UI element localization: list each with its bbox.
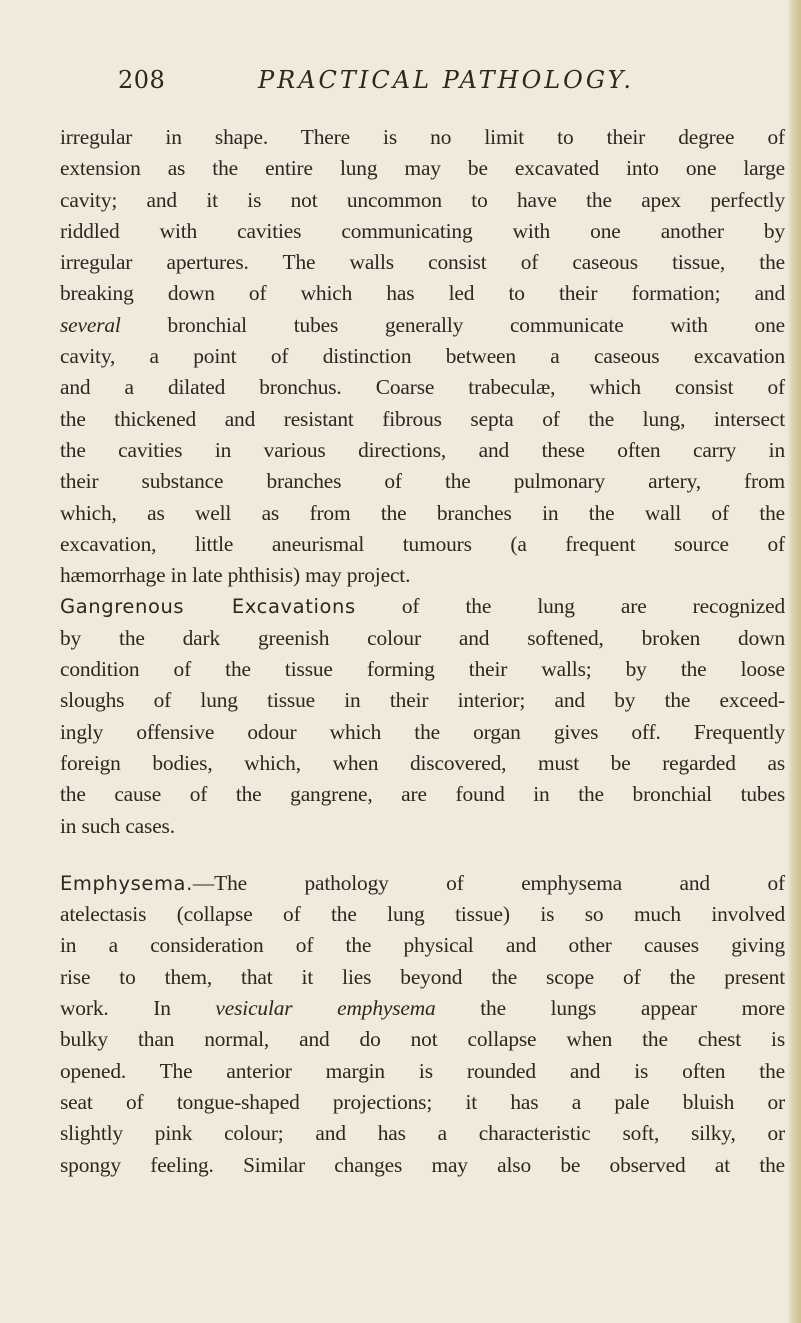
section-heading-gangrenous-excavations: Gangrenous Excavations [60, 595, 356, 619]
text-line: the cause of the gangrene, are found in the bronchial tubes [60, 782, 785, 807]
text-line: in such cases. [60, 813, 175, 838]
text-line: which, as well as from the branches in the wall of the [60, 500, 785, 525]
text-line-rest: —The pathology of emphysema and of [192, 870, 785, 895]
italic-word: several [60, 312, 121, 337]
text-line [60, 993, 785, 1024]
text-line: their substance branches of the pulmonary artery, from [60, 469, 785, 494]
text-line: ingly offensive odour which the organ gives off. Frequently [60, 719, 785, 744]
text-line: irregular in shape. There is no limit to their degree of [60, 125, 785, 149]
page-header [118, 66, 778, 106]
text-line: the thickened and resistant fibrous septa of the lung, intersect [60, 406, 785, 431]
text-line: by the dark greenish colour and softened, broken down [60, 625, 785, 650]
page-edge-shadow [787, 0, 801, 1323]
running-head: PRACTICAL PATHOLOGY. [258, 66, 634, 94]
text-line: atelectasis (collapse of the lung tissue) is so much involved [60, 902, 785, 927]
page-number: 208 [118, 66, 166, 94]
text-line: excavation, little aneurismal tumours (a frequent source of [60, 531, 785, 556]
text-line [60, 591, 785, 622]
paragraph-gap [60, 842, 785, 868]
text-line: hæmorrhage in late phthisis) may project. [60, 563, 411, 588]
section-heading-emphysema: Emphysema. [60, 871, 193, 895]
text-line: foreign bodies, which, when discovered, must be regarded as [60, 750, 785, 775]
text-line-rest: the lungs appear more [480, 996, 785, 1021]
text-line: opened. The anterior margin is rounded and is often the [60, 1058, 785, 1083]
text-line: breaking down of which has led to their formation; and [60, 281, 785, 306]
text-line: extension as the entire lung may be excavated into one large [60, 156, 785, 181]
text-line: seat of tongue-shaped projections; it has a pale bluish or [60, 1089, 785, 1114]
italic-phrase: vesicular emphysema [215, 996, 436, 1021]
text-line: condition of the tissue forming their walls; by the loose [60, 657, 785, 682]
text-line: riddled with cavities communicating with one another by [60, 218, 785, 243]
text-line-start: work. In [60, 996, 171, 1021]
text-line: bulky than normal, and do not collapse when the chest is [60, 1027, 785, 1052]
text-line: sloughs of lung tissue in their interior; and by the exceed- [60, 688, 785, 713]
text-line: in a consideration of the physical and other causes giving [60, 933, 785, 958]
text-line-rest: bronchial tubes generally communicate with one [167, 312, 785, 337]
text-line: cavity; and it is not uncommon to have the apex perfectly [60, 187, 785, 212]
text-line: cavity, a point of distinction between a caseous excavation [60, 344, 785, 369]
body-text [60, 122, 785, 1181]
text-line: rise to them, that it lies beyond the scope of the present [60, 964, 785, 989]
text-line-rest: of the lung are recognized [401, 594, 785, 619]
text-line: the cavities in various directions, and these often carry in [60, 437, 785, 462]
text-line [60, 310, 785, 341]
text-line: irregular apertures. The walls consist of caseous tissue, the [60, 250, 785, 275]
text-line: and a dilated bronchus. Coarse trabeculæ, which consist of [60, 375, 785, 400]
text-line: spongy feeling. Similar changes may also be observed at the [60, 1152, 785, 1177]
text-line [60, 868, 785, 899]
text-line: slightly pink colour; and has a characteristic soft, silky, or [60, 1121, 785, 1146]
